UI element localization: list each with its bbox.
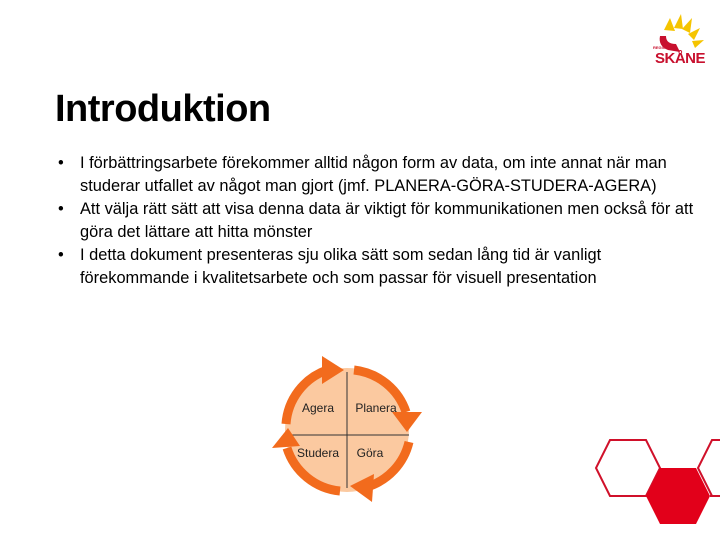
quadrant-planera: Planera (355, 401, 397, 415)
hexagon-decoration (590, 436, 720, 540)
quadrant-agera: Agera (301, 401, 335, 415)
bullet-marker: • (58, 200, 64, 218)
bullet-text: I detta dokument presenteras sju olika sätt som sedan lång tid är vanligt förekommande i kvalitetsarbete och som passar för visuell presentation (80, 246, 602, 287)
logo-region-label: REGION (653, 45, 669, 50)
quadrant-studera: Studera (296, 446, 340, 460)
bullet-item (55, 198, 695, 244)
logo-skane-label: SKÅNE (655, 50, 706, 67)
bullet-item (55, 244, 695, 290)
bullet-text: Att välja rätt sätt att visa denna data är viktigt för kommunikationen men också för att göra det lättare att hitta mönster (80, 200, 694, 241)
bullet-marker: • (58, 154, 64, 172)
bullet-text: I förbättringsarbete förekommer alltid någon form av data, om inte annat när man studerar utfallet av något man gjort (jmf. PLANERA-GÖRA-STUDERA-AGERA) (80, 154, 667, 195)
pdsa-cycle-diagram (272, 354, 422, 506)
bullet-list (55, 152, 695, 290)
quadrant-gora: Göra (356, 446, 384, 460)
bullet-item (55, 152, 695, 198)
bullet-marker: • (58, 246, 64, 264)
slide-title: Introduktion (55, 88, 271, 130)
